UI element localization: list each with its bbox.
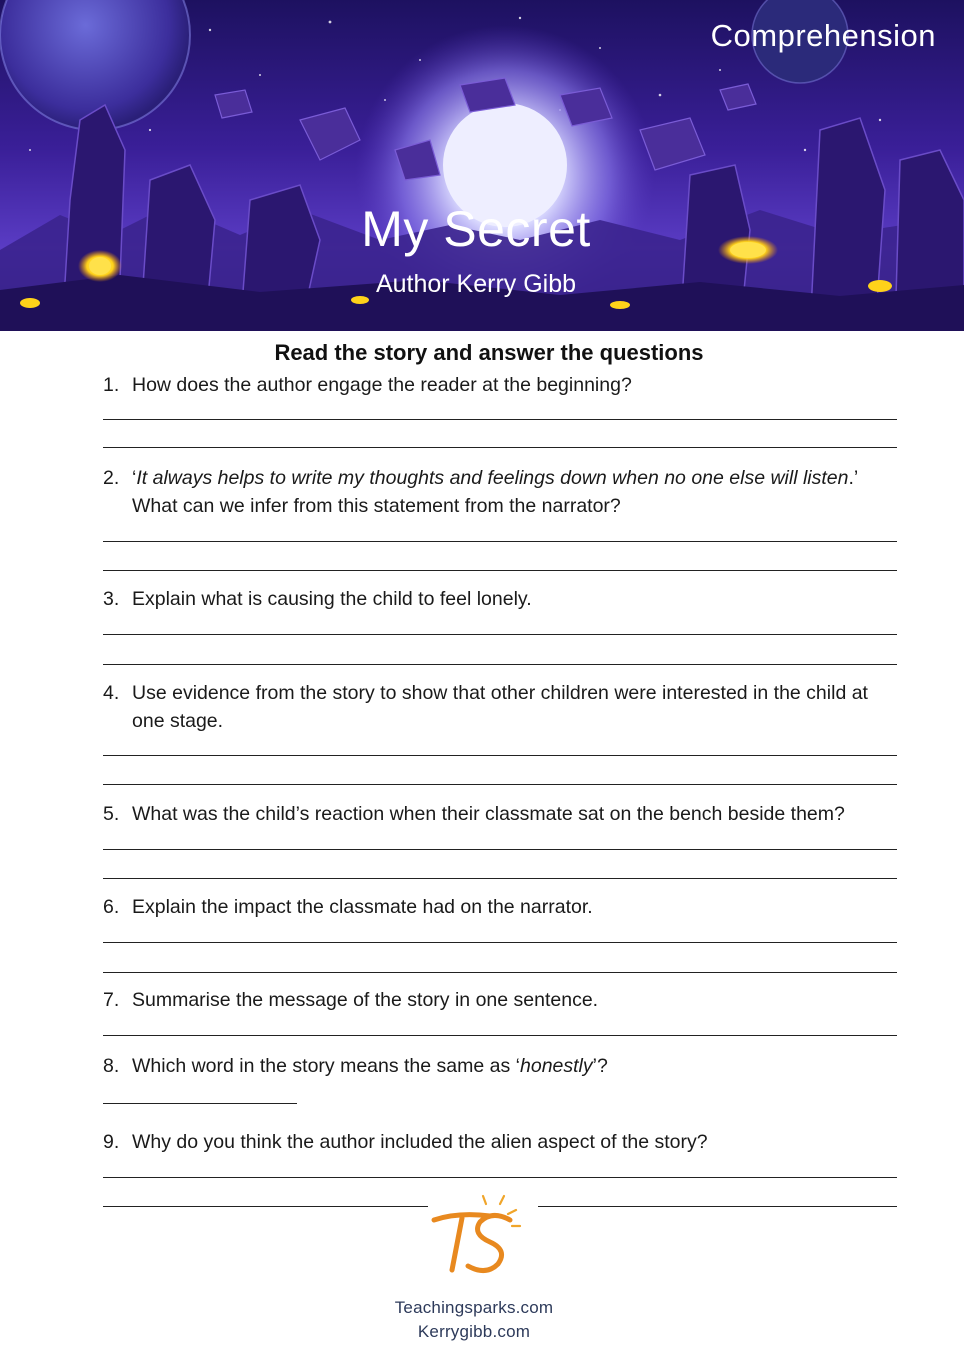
question-1 (103, 371, 903, 399)
website-teachingsparks[interactable]: Teachingsparks.com (394, 1298, 554, 1317)
question-text: Summarise the message of the story in one sentence. (132, 989, 599, 1011)
question-number: 8. (103, 1055, 120, 1077)
answer-line[interactable] (103, 942, 897, 943)
target-word: honestly (520, 1055, 593, 1077)
answer-line[interactable] (103, 570, 897, 571)
question-text: Use evidence from the story to show that other children were interested in the child at one stage. (132, 682, 868, 732)
answer-line[interactable] (103, 784, 897, 785)
story-author: Author Kerry Gibb (375, 270, 577, 298)
website-kerrygibb[interactable]: Kerrygibb.com (417, 1322, 531, 1341)
answer-line-short[interactable] (103, 1103, 297, 1104)
quote-mark: .’ (848, 467, 858, 489)
answer-line[interactable] (103, 541, 897, 542)
answer-line[interactable] (103, 634, 897, 635)
question-text: Explain the impact the classmate had on the narrator. (132, 896, 593, 918)
question-text: Explain what is causing the child to feel lonely. (132, 588, 532, 610)
question-3 (103, 585, 903, 613)
answer-line[interactable] (103, 447, 897, 448)
category-label: Comprehension (710, 18, 936, 53)
ts-sparkle-logo-icon (428, 1190, 538, 1280)
answer-line[interactable] (103, 878, 897, 879)
question-number: 2. (103, 467, 120, 489)
question-text (132, 464, 903, 520)
header-banner (0, 0, 964, 331)
answer-line[interactable] (103, 664, 897, 665)
question-6 (103, 893, 903, 921)
question-rest: What can we infer from this statement from the narrator? (132, 495, 621, 517)
question-text-before: Which word in the story means the same as ‘ (132, 1055, 520, 1077)
question-text: What was the child’s reaction when their classmate sat on the bench beside them? (132, 803, 845, 825)
question-5 (103, 800, 913, 828)
answer-line[interactable] (103, 1035, 897, 1036)
question-2 (103, 464, 903, 520)
question-4 (103, 679, 903, 735)
question-number: 4. (103, 682, 120, 704)
story-title: My Secret (361, 201, 591, 257)
answer-line[interactable] (103, 419, 897, 420)
question-number: 6. (103, 896, 120, 918)
question-number: 1. (103, 374, 120, 396)
answer-line[interactable] (103, 972, 897, 973)
question-number: 9. (103, 1131, 120, 1153)
quote-mark: ‘ (132, 467, 137, 489)
answer-line[interactable] (103, 755, 897, 756)
instructions-heading: Read the story and answer the questions (274, 340, 704, 365)
question-text: How does the author engage the reader at the beginning? (132, 374, 632, 396)
question-text (132, 1052, 903, 1080)
question-7 (103, 986, 903, 1014)
question-text-after: ’? (592, 1055, 608, 1077)
question-number: 5. (103, 803, 120, 825)
quoted-text: It always helps to write my thoughts and feelings down when no one else will listen (136, 467, 849, 489)
question-number: 3. (103, 588, 120, 610)
question-text: Why do you think the author included the alien aspect of the story? (132, 1131, 708, 1153)
answer-line[interactable] (103, 1177, 897, 1178)
question-number: 7. (103, 989, 120, 1011)
question-8 (103, 1052, 903, 1080)
question-9 (103, 1128, 903, 1156)
answer-line[interactable] (103, 849, 897, 850)
